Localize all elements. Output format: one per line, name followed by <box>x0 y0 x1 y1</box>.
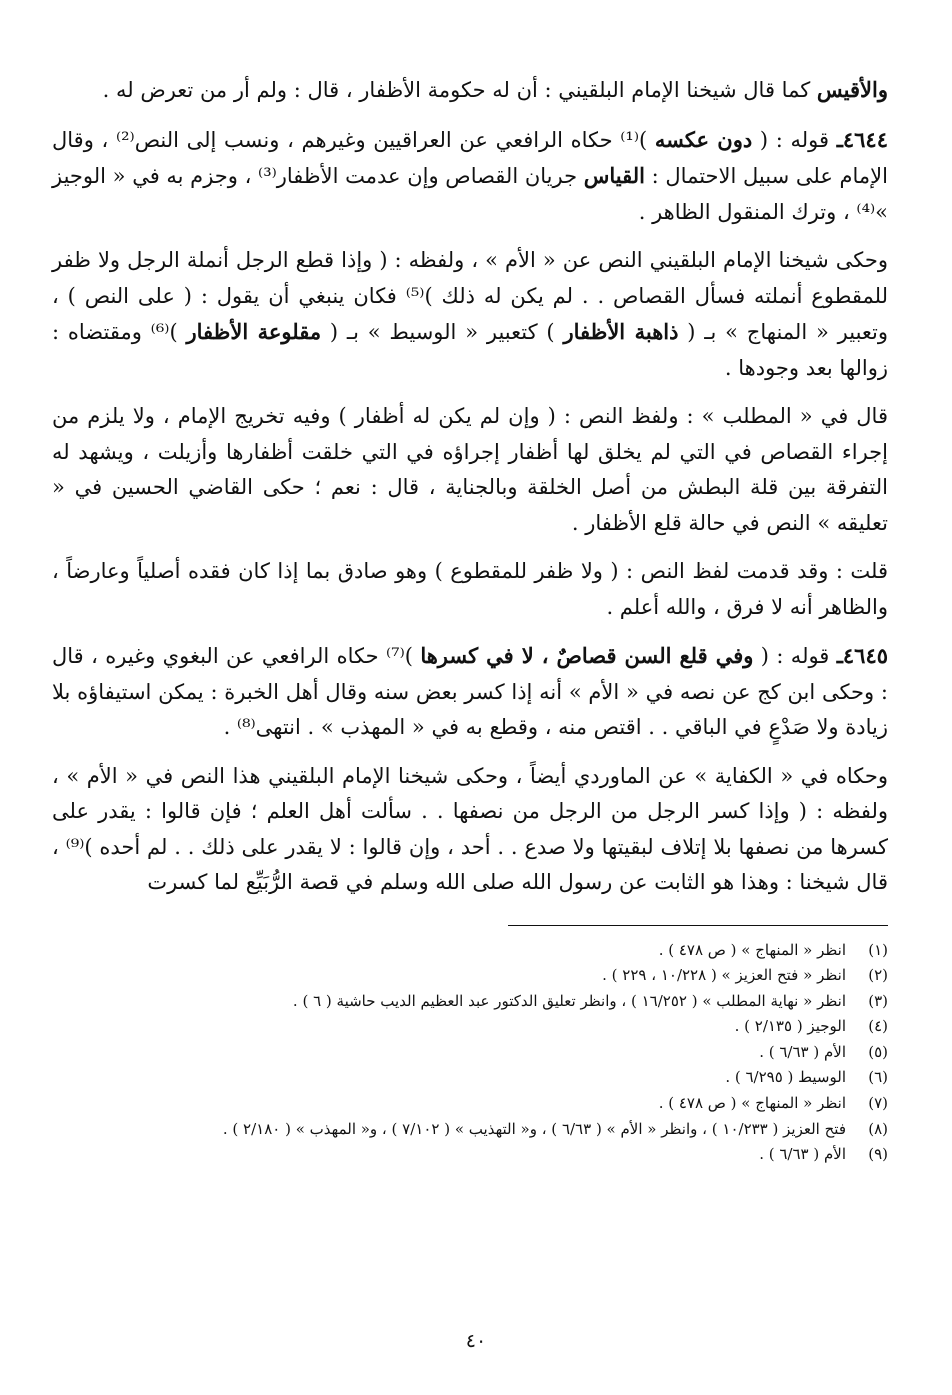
footnote-text: الأم ( ٦/٦٣ ) . <box>759 1145 846 1164</box>
footnote-text: فتح العزيز ( ١٠/٢٣٣ ) ، وانظر « الأم » ( ٦/٦٣ ) ، و« التهذيب » ( ٧/١٠٢ ) ، و« المهذب » ( ٢/١٨٠ ) . <box>222 1119 846 1138</box>
footnote-number: (٢) <box>868 966 888 985</box>
text-span: جريان القصاص وإن عدمت الأظفار⁽³⁾ ، وجزم به في « الوجيز »⁽⁴⁾ ، وترك المنقول الظاهر . <box>52 164 888 224</box>
footnote-number: (٥) <box>868 1042 888 1061</box>
text-span: قوله : ( <box>752 127 837 152</box>
footnote-number: (٣) <box>868 991 888 1010</box>
footnote-number: (٩) <box>868 1145 888 1164</box>
paragraph <box>52 72 888 109</box>
footnote-text: انظر « نهاية المطلب » ( ١٦/٢٥٢ ) ، وانظر تعليق الدكتور عبد العظيم الديب حاشية ( ٦ ) . <box>292 991 846 1010</box>
footnote <box>52 1040 888 1066</box>
bold-text: وفي قلع السن قصاصٌ ، لا في كسرها <box>420 643 754 668</box>
footnote-separator <box>508 925 888 926</box>
footnote-number: (٤) <box>868 1017 888 1036</box>
footnote <box>52 963 888 989</box>
text-span: كما قال شيخنا الإمام البلقيني : أن له حكومة الأظفار ، قال : ولم أر من تعرض له . <box>102 78 817 102</box>
bold-text: ذاهبة الأظفار <box>563 319 679 344</box>
text-span: )⁽⁷⁾ حكاه الرافعي عن البغوي وغيره ، قال : وحكى ابن كج عن نصه في « الأم » أنه إذا كسر بعض سنه وقال أهل الخبرة : يمكن استيفاؤه بلا زيادة ولا صَدْعٍ في الباقي . . اقتص منه ، وقطع به في « المهذب » . انتهى⁽⁸⁾ . <box>52 644 888 739</box>
footnote-text: الوسيط ( ٦/٢٩٥ ) . <box>725 1068 846 1087</box>
bold-text: ٤٦٤٤ـ <box>836 126 888 152</box>
paragraph <box>52 243 888 386</box>
footnote-text: الأم ( ٦/٦٣ ) . <box>759 1042 846 1061</box>
bold-text: مقلوعة الأظفار <box>186 319 322 344</box>
footnote-text: الوجيز ( ٢/١٣٥ ) . <box>734 1017 846 1036</box>
text-span: قال في « المطلب » : ولفظ النص : ( وإن لم يكن له أظفار ) وفيه تخريج الإمام ، ولا يلزم من إجراء القصاص في التي لم يخلق لها أظفار إجراؤه في التي خلقت أظفارها وأزيلت ، ويشهد له التفرقة بين قلة البطش من أصل الخلقة وبالجناية ، قال : نعم ؛ حكى القاضي الحسين في « تعليقه » النص في حالة قلع الأظفار . <box>52 404 888 535</box>
footnote <box>52 989 888 1015</box>
footnote <box>52 1117 888 1143</box>
book-page <box>52 72 888 1372</box>
footnote-number: (٧) <box>868 1094 888 1113</box>
paragraph <box>52 122 888 231</box>
footnote-number: (١) <box>868 940 888 959</box>
bold-text: دون عكسه <box>654 126 753 152</box>
footnote <box>52 1142 888 1168</box>
footnote <box>52 1091 888 1117</box>
footnote-text: انظر « المنهاج » ( ص ٤٧٨ ) . <box>658 1094 846 1113</box>
text-span: وحكى شيخنا الإمام البلقيني النص عن « الأم » ، ولفظه : ( وإذا قطع الرجل أنملة الرجل ولا ظفر للمقطوع أنملته فسأل القصاص . . لم يكن له ذلك )⁽⁵⁾ فكان ينبغي أن يقول : ( على النص ) ، وتعبير « المنهاج » بـ ( <box>52 248 889 344</box>
paragraph <box>52 759 888 901</box>
paragraph <box>52 399 888 541</box>
bold-text: القياس <box>583 163 645 188</box>
bold-text: والأقيس <box>816 77 888 102</box>
text-span: وحكاه في « الكفاية » عن الماوردي أيضاً ، وحكى شيخنا الإمام البلقيني هذا النص في « الأم » ، ولفظه : ( وإذا كسر الرجل من الرجل من نصفها . . سألت أهل العلم ؛ فإن قالوا : يقدر على كسرها من نصفها بلا إتلاف لبقيتها ولا صدع . . أحد ، وإن قالوا : لا يقدر على ذلك . . لم أحده )⁽⁹⁾ ، قال شيخنا : وهذا هو الثابت عن رسول الله صلى الله وسلم في قصة الرُّبَيِّع لما كسرت <box>52 763 888 894</box>
bold-text: ٤٦٤٥ـ <box>836 643 889 668</box>
footnote <box>52 938 888 964</box>
footnote-text: انظر « المنهاج » ( ص ٤٧٨ ) . <box>658 940 846 959</box>
text-span: )⁽¹⁾ حكاه الرافعي عن العراقيين وغيرهم ، ونسب إلى النص⁽²⁾ ، وقال الإمام على سبيل الاحتمال : <box>52 127 888 188</box>
text-span: )⁽⁶⁾ ومقتضاه : زوالها بعد وجودها . <box>52 320 888 380</box>
text-span: ) كتعبير « الوسيط » بـ ( <box>321 320 564 344</box>
footnote <box>52 1065 888 1091</box>
footnote <box>52 1014 888 1040</box>
footnotes <box>52 938 888 1168</box>
footnote-text: انظر « فتح العزيز » ( ١٠/٢٢٨ ، ٢٢٩ ) . <box>602 966 846 985</box>
footnote-number: (٨) <box>868 1119 888 1138</box>
footnote-number: (٦) <box>868 1068 888 1087</box>
page-number: ٤٠ <box>465 1330 487 1352</box>
text-span: قلت : وقد قدمت لفظ النص : ( ولا ظفر للمقطوع ) وهو صادق بما إذا كان فقده أصلياً وعارضاً ، والظاهر أنه لا فرق ، والله أعلم . <box>52 559 888 619</box>
text-span: قوله : ( <box>753 644 837 668</box>
body-text <box>52 72 888 901</box>
paragraph <box>52 638 888 746</box>
paragraph <box>52 554 888 625</box>
